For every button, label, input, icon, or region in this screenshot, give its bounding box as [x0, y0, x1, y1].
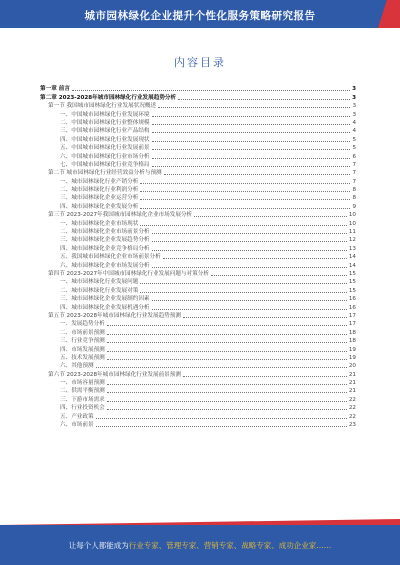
toc-entry[interactable] [40, 151, 356, 159]
toc-dot-leader [140, 207, 350, 209]
toc-entry-text: 一、城市园林绿化企业市场现状 [60, 220, 139, 227]
toc-entry-page: 17 [348, 321, 356, 328]
toc-entry-text: 四、城市园林绿化企业发展分析 [60, 203, 139, 210]
toc-entry-text: 第五节 2023-2028年城市园林绿化行业发展趋势预测 [48, 312, 181, 319]
toc-entry-text: 二、供需平衡预测 [60, 388, 105, 395]
toc-entry-text: 三、城市园林绿化企业发展趋势分析 [60, 237, 150, 244]
toc-entry-text: 三、城市园林绿化企业运营分析 [60, 195, 139, 202]
toc-entry[interactable] [40, 369, 356, 377]
toc-entry[interactable] [40, 361, 356, 369]
toc-entry[interactable] [40, 294, 356, 302]
toc-entry-page: 21 [348, 388, 356, 395]
toc-entry-page: 18 [348, 338, 356, 345]
toc-entry[interactable] [40, 336, 356, 344]
toc-entry[interactable] [40, 378, 356, 386]
toc-entry[interactable] [40, 218, 356, 226]
toc-entry-text: 第一章 前言 [40, 86, 70, 93]
toc-entry-text: 四、中国城市园林绿化行业发展现状 [60, 136, 150, 143]
toc-entry-text: 二、城市园林绿化企业市场前景分析 [60, 229, 150, 236]
toc-dot-leader [163, 257, 347, 259]
toc-entry[interactable] [40, 252, 356, 260]
toc-dot-leader [152, 266, 347, 268]
toc-entry-page: 17 [348, 312, 356, 319]
toc-entry-page: 8 [352, 187, 356, 194]
toc-entry-text: 三、下游市场需求 [60, 396, 105, 403]
toc-entry[interactable] [40, 277, 356, 285]
toc-entry[interactable] [40, 118, 356, 126]
toc-entry-text: 第二节 城市园林绿化行业经营效益分析与预测 [48, 170, 162, 177]
toc-entry-page: 9 [352, 203, 356, 210]
toc-dot-leader [152, 308, 347, 310]
toc-dot-leader [152, 165, 351, 167]
toc-entry-text: 三、行业竞争预测 [60, 338, 105, 345]
toc-entry-text: 四、市场发展预测 [60, 346, 105, 353]
toc-entry-page: 3 [352, 86, 356, 93]
toc-entry-page: 21 [348, 380, 356, 387]
toc-dot-leader [178, 98, 350, 100]
toc-dot-leader [152, 157, 351, 159]
toc-entry-text: 一、市场容量预测 [60, 380, 105, 387]
toc-entry-page: 22 [348, 396, 356, 403]
toc-entry-text: 六、市场前景 [60, 422, 94, 429]
toc-dot-leader [140, 198, 350, 200]
toc-dot-leader [164, 173, 351, 175]
toc-entry-text: 第一节 我国城市园林绿化行业发展状况概述 [48, 103, 157, 110]
toc-entry[interactable] [40, 386, 356, 394]
toc-dot-leader [107, 408, 347, 410]
toc-entry[interactable] [40, 403, 356, 411]
toc-dot-leader [158, 106, 350, 108]
toc-dot-leader [152, 115, 351, 117]
toc-dot-leader [140, 182, 350, 184]
toc-entry-page: 3 [352, 103, 356, 110]
toc-dot-leader [107, 324, 347, 326]
toc-entry[interactable] [40, 92, 356, 100]
toc-entry[interactable] [40, 134, 356, 142]
toc-entry[interactable] [40, 109, 356, 117]
toc-dot-leader [183, 316, 347, 318]
footer-accent-stripe [0, 519, 400, 525]
toc-dot-leader [72, 89, 350, 91]
toc-dot-leader [152, 249, 347, 251]
report-title: 城市园林绿化企业提升个性化服务策略研究报告 [84, 10, 316, 22]
toc-entry[interactable] [40, 260, 356, 268]
toc-entry-page: 3 [352, 111, 356, 118]
toc-entry-page: 16 [348, 304, 356, 311]
toc-entry-page: 3 [352, 94, 356, 101]
toc-dot-leader [152, 232, 347, 234]
toc-entry-page: 7 [352, 170, 356, 177]
toc-dot-leader [140, 224, 347, 226]
toc-dot-leader [96, 417, 347, 419]
toc-entry-text: 第六节 2023-2028年城市园林绿化行业发展前景预测 [48, 371, 181, 378]
toc-entry-text: 一、城市园林绿化行业发展问题 [60, 279, 139, 286]
toc-entry-page: 12 [348, 237, 356, 244]
toc-entry-page: 6 [352, 153, 356, 160]
toc-entry-page: 8 [352, 195, 356, 202]
footer-slogan-lead: 让每个人都能成为 [68, 541, 129, 550]
toc-dot-leader [107, 333, 347, 335]
toc-dot-leader [152, 140, 351, 142]
toc-entry-text: 一、发展趋势分析 [60, 321, 105, 328]
toc-entry-text: 第三节 2023-2027年我国城市园林绿化企业市场发展分析 [48, 212, 193, 219]
toc-entry-page: 15 [348, 287, 356, 294]
toc-entry[interactable] [40, 243, 356, 251]
footer-slogan [0, 540, 400, 551]
toc-entry-page: 5 [352, 145, 356, 152]
toc-dot-leader [152, 131, 351, 133]
toc-entry-page: 22 [348, 413, 356, 420]
toc-entry-text: 六、其他预测 [60, 363, 94, 370]
toc-dot-leader [152, 123, 351, 125]
toc-entry-text: 一、中国城市园林绿化行业发展环境 [60, 111, 150, 118]
toc-entry[interactable] [40, 319, 356, 327]
page-header [0, 0, 400, 28]
toc-entry[interactable] [40, 344, 356, 352]
toc-entry-text: 第二章 2023-2028年城市园林绿化行业发展趋势分析 [40, 94, 177, 101]
toc-entry-text: 四、行业投资机会 [60, 405, 105, 412]
toc-dot-leader [194, 215, 347, 217]
footer-slogan-highlight: 行业专家、管理专家、营销专家、战略专家、成功企业家…… [128, 541, 332, 550]
toc-entry-page: 4 [352, 128, 356, 135]
toc-entry-text: 二、城市园林绿化行业发展对策 [60, 287, 139, 294]
toc-dot-leader [107, 341, 347, 343]
toc-entry-page: 19 [348, 346, 356, 353]
toc-entry[interactable] [40, 101, 356, 109]
toc-entry[interactable] [40, 160, 356, 168]
toc-entry-text: 第四节 2023-2027年中国城市园林绿化行业发展问题与对策分析 [48, 270, 209, 277]
toc-entry-text: 三、城市园林绿化企业发展制约因素 [60, 296, 150, 303]
toc-entry-page: 11 [348, 229, 356, 236]
toc-dot-leader [107, 383, 347, 385]
toc-entry-page: 13 [348, 245, 356, 252]
toc-entry-page: 14 [348, 254, 356, 261]
toc-dot-leader [107, 350, 347, 352]
toc-entry-text: 五、技术发展预测 [60, 354, 105, 361]
toc-entry[interactable] [40, 327, 356, 335]
toc-dot-leader [107, 400, 347, 402]
toc-entry[interactable] [40, 168, 356, 176]
toc-entry[interactable] [40, 210, 356, 218]
toc-entry-page: 10 [348, 220, 356, 227]
toc-entry[interactable] [40, 185, 356, 193]
toc-entry-page: 19 [348, 354, 356, 361]
toc-entry[interactable] [40, 302, 356, 310]
toc-dot-leader [96, 425, 347, 427]
toc-entry[interactable] [40, 235, 356, 243]
toc-entry[interactable] [40, 143, 356, 151]
toc-dot-leader [107, 358, 347, 360]
toc-entry-text: 五、我国城市园林绿化企业市场前景分析 [60, 254, 161, 261]
toc-entry-text: 七、中国城市园林绿化行业竞争格局 [60, 161, 150, 168]
toc-entry-page: 15 [348, 270, 356, 277]
toc-dot-leader [96, 366, 347, 368]
toc-entry-text: 五、产业政策 [60, 413, 94, 420]
toc-dot-leader [152, 148, 351, 150]
toc-heading: 内容目录 [174, 56, 226, 69]
toc-entry-page: 16 [348, 296, 356, 303]
toc-dot-leader [183, 375, 347, 377]
toc-dot-leader [140, 291, 347, 293]
toc-entry-page: 4 [352, 119, 356, 126]
page-footer [0, 525, 400, 565]
toc-entry-text: 二、城市园林绿化行业利润分析 [60, 187, 139, 194]
toc-entry[interactable] [40, 201, 356, 209]
toc-entry-text: 五、中国城市园林绿化行业发展前景 [60, 145, 150, 152]
toc-entry-page: 10 [348, 212, 356, 219]
toc-entry-page: 15 [348, 279, 356, 286]
toc-entry-page: 22 [348, 405, 356, 412]
toc-entry-text: 四、城市园林绿化企业发展机遇分析 [60, 304, 150, 311]
toc-dot-leader [107, 391, 347, 393]
toc-dot-leader [211, 274, 347, 276]
toc-entry-page: 18 [348, 329, 356, 336]
toc-entry-page: 20 [348, 363, 356, 370]
toc-entry-text: 六、中国城市园林绿化行业市场分析 [60, 153, 150, 160]
toc-dot-leader [152, 299, 347, 301]
toc-entry-page: 5 [352, 136, 356, 143]
toc-entry[interactable] [40, 269, 356, 277]
toc-entry[interactable] [40, 84, 356, 92]
toc-entry[interactable] [40, 353, 356, 361]
toc-entry-page: 21 [348, 371, 356, 378]
toc-entry-page: 7 [352, 178, 356, 185]
toc-entry-text: 二、市场前景预测 [60, 329, 105, 336]
toc-entry-text: 一、城市园林绿化行业产销分析 [60, 178, 139, 185]
toc-entry-page: 14 [348, 262, 356, 269]
toc-entry-text: 四、城市园林绿化企业竞争格局分析 [60, 245, 150, 252]
toc-dot-leader [152, 240, 347, 242]
toc-entry[interactable] [40, 227, 356, 235]
toc-entry[interactable] [40, 285, 356, 293]
toc-entry-page: 7 [352, 161, 356, 168]
toc-entry[interactable] [40, 420, 356, 428]
toc-entry[interactable] [40, 394, 356, 402]
toc-entry[interactable] [40, 311, 356, 319]
toc-entry-page: 23 [348, 422, 356, 429]
toc-dot-leader [140, 282, 347, 284]
toc-entry[interactable] [40, 176, 356, 184]
toc-entry[interactable] [40, 193, 356, 201]
toc-entry-text: 六、城市园林绿化企业市场发展分析 [60, 262, 150, 269]
toc-entry[interactable] [40, 411, 356, 419]
toc-entry-text: 三、中国城市园林绿化行业产品结构 [60, 128, 150, 135]
toc-entry[interactable] [40, 126, 356, 134]
toc-entry-text: 二、中国城市园林绿化行业整体规模 [60, 119, 150, 126]
toc-dot-leader [140, 190, 350, 192]
table-of-contents [40, 84, 356, 428]
